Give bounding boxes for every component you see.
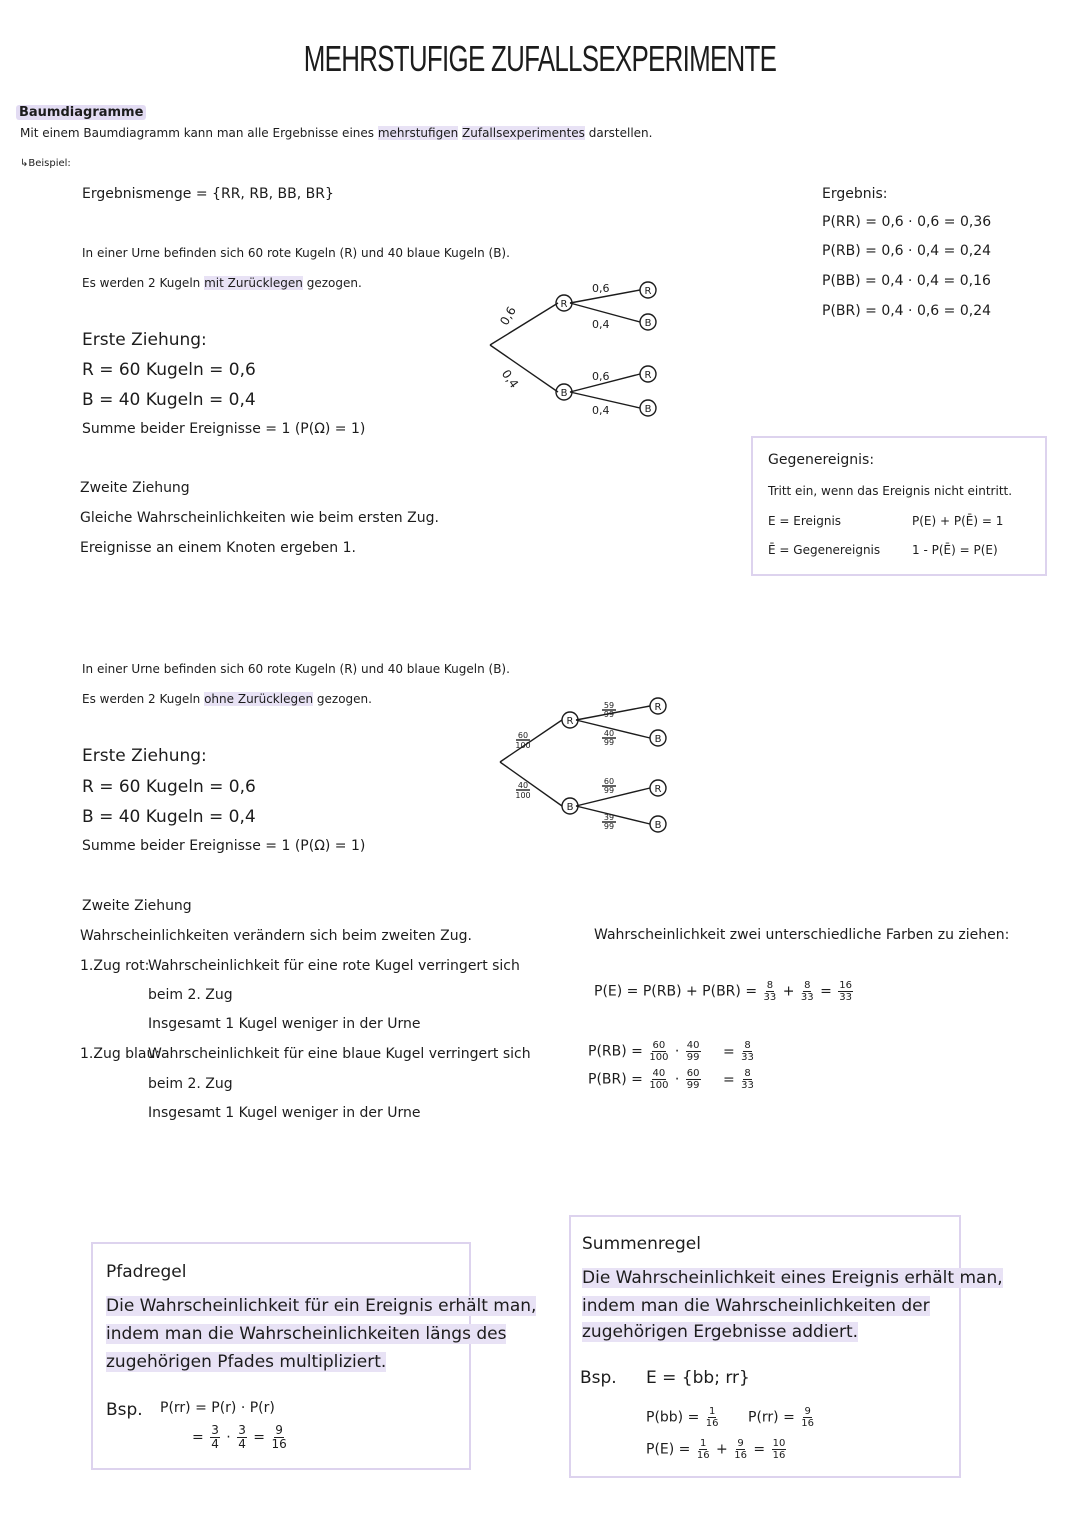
tree1-leaf-3-label: R (644, 370, 652, 381)
tree2-leaf-4-label: B (654, 820, 662, 831)
ergebnis-br: P(BR) = 0,4 · 0,6 = 0,24 (822, 303, 992, 319)
tree1-branch-r (490, 303, 558, 345)
gegenereignis-heading: Gegenereignis: (768, 452, 875, 468)
tree1-label-r-top: 0,6 (592, 282, 610, 295)
pfadregel-formula: P(rr) = P(r) · P(r) (160, 1400, 275, 1416)
tree1-label-b-top: 0,6 (592, 370, 610, 383)
pfadregel-line3: zugehörigen Pfades multipliziert. (106, 1352, 387, 1372)
tree2-first-bottom-den: 100 (515, 791, 531, 800)
zwei-farben-frac-1: $\frac{8}{33}$ (763, 980, 777, 1003)
pfadregel-line1: Die Wahrscheinlichkeit für ein Ereignis erhält man, (106, 1296, 537, 1316)
zwei-farben-frac-2: $\frac{8}{33}$ (800, 980, 814, 1003)
summenregel-line1: Die Wahrscheinlichkeit eines Ereignis erhält man, (582, 1268, 1003, 1288)
tree1-branch-b (490, 345, 558, 392)
section-heading-baumdiagramme: Baumdiagramme (16, 101, 146, 120)
tree2-r-bottom-num: 40 (603, 729, 615, 738)
zwei-farben-frac-3: $\frac{16}{33}$ (839, 980, 852, 1003)
tree2-r-top-den: 99 (603, 710, 615, 719)
ex2-ziehung: Es werden 2 Kugeln ohne Zurücklegen gezogen. (82, 692, 372, 706)
pfadregel-line2: indem man die Wahrscheinlichkeiten längs des (106, 1324, 507, 1344)
tree2-node-r-label: R (566, 716, 574, 727)
ex1-ziehung: Es werden 2 Kugeln mit Zurücklegen gezogen. (82, 276, 362, 290)
summenregel-bsp: Bsp. (580, 1368, 617, 1388)
ex2-erste-ziehung-heading: Erste Ziehung: (82, 746, 207, 766)
tree2-branch-r (500, 720, 562, 762)
tree2-b-top-den: 99 (603, 786, 615, 795)
summenregel-prr: P(rr) = $\frac{9}{16}$ (748, 1406, 814, 1429)
ergebnismenge: Ergebnismenge = {RR, RB, BB, BR} (82, 186, 334, 202)
ex2-erste-r: R = 60 Kugeln = 0,6 (82, 777, 256, 797)
summenregel-pe: P(E) = $\frac{1}{16}$ + $\frac{9}{16}$ = $\frac{10}{16}$ (646, 1438, 786, 1461)
ergebnis-bb: P(BB) = 0,4 · 0,4 = 0,16 (822, 273, 991, 289)
tree1-leaf-2-label: B (644, 318, 652, 329)
tree1-leaf-1-label: R (644, 286, 652, 297)
tree2-first-top-num: 60 (517, 731, 529, 740)
tree2-leaf-2-label: B (654, 734, 662, 745)
gegenereignis-ebar-formula: 1 - P(Ē) = P(E) (912, 543, 998, 557)
pfadregel-calc: = $\frac{3}{4}$ · $\frac{3}{4}$ = $\frac{9}{16}$ (192, 1423, 287, 1451)
ex2-blau-line1: Wahrscheinlichkeit für eine blaue Kugel verringert sich (148, 1046, 531, 1062)
ex2-rot-label: 1.Zug rot: (80, 958, 150, 974)
ergebnis-rb: P(RB) = 0,6 · 0,4 = 0,24 (822, 243, 992, 259)
zwei-farben-prb: P(RB) = $\frac{60}{100}$ · $\frac{40}{99}$ = $\frac{8}{33}$ (588, 1040, 754, 1063)
tree2-leaf-1-label: R (654, 702, 662, 713)
tree2-r-top-num: 59 (603, 701, 615, 710)
ex1-zweite-ziehung-heading: Zweite Ziehung (80, 480, 190, 496)
gegenereignis-e-def: E = Ereignis (768, 514, 842, 528)
ex2-rot-line1: Wahrscheinlichkeit für eine rote Kugel verringert sich (148, 958, 520, 974)
tree1-node-b-label: B (560, 388, 568, 399)
tree2-b-bottom-den: 99 (603, 822, 615, 831)
pfadregel-bsp: Bsp. (106, 1400, 143, 1420)
ex1-erste-summe: Summe beider Ereignisse = 1 (P(Ω) = 1) (82, 421, 366, 437)
tree1-label-first-bottom: 0,4 (498, 367, 522, 391)
ergebnis-heading: Ergebnis: (822, 186, 888, 202)
ex1-erste-ziehung-heading: Erste Ziehung: (82, 330, 207, 350)
ex1-zweite-line2: Ereignisse an einem Knoten ergeben 1. (80, 540, 356, 556)
gegenereignis-e-formula: P(E) + P(Ē) = 1 (912, 514, 1004, 528)
zwei-farben-heading: Wahrscheinlichkeit zwei unterschiedliche Farben zu ziehen: (594, 927, 1010, 943)
tree2-branch-b (500, 762, 562, 806)
ex2-erste-summe: Summe beider Ereignisse = 1 (P(Ω) = 1) (82, 838, 366, 854)
summenregel-heading: Summenregel (582, 1234, 701, 1254)
tree2-first-top-den: 100 (515, 741, 531, 750)
tree-diagram-2 (490, 686, 690, 836)
tree1-label-b-bottom: 0,4 (592, 404, 610, 417)
ex2-urne: In einer Urne befinden sich 60 rote Kugeln (R) und 40 blaue Kugeln (B). (82, 662, 510, 676)
tree2-first-bottom-num: 40 (517, 781, 529, 790)
ergebnis-rr: P(RR) = 0,6 · 0,6 = 0,36 (822, 214, 992, 230)
tree2-b-top-num: 60 (603, 777, 615, 786)
ex2-rot-line2: beim 2. Zug (148, 987, 233, 1003)
ex2-blau-line2: beim 2. Zug (148, 1076, 233, 1092)
summenregel-pbb: P(bb) = $\frac{1}{16}$ (646, 1406, 719, 1429)
beispiel-label: ↳Beispiel: (20, 158, 71, 169)
tree2-leaf-3-label: R (654, 784, 662, 795)
tree1-leaf-4-label: B (644, 404, 652, 415)
tree1-node-r-label: R (560, 299, 568, 310)
gegenereignis-ebar-def: Ē = Gegenereignis (768, 543, 881, 557)
ex2-erste-b: B = 40 Kugeln = 0,4 (82, 807, 256, 827)
summenregel-line3: zugehörigen Ergebnisse addiert. (582, 1322, 859, 1342)
pfadregel-heading: Pfadregel (106, 1262, 187, 1282)
ex1-erste-b: B = 40 Kugeln = 0,4 (82, 390, 256, 410)
page-title: MEHRSTUFIGE ZUFALLSEXPERIMENTE (303, 38, 777, 79)
gegenereignis-line1: Tritt ein, wenn das Ereignis nicht eintritt. (768, 484, 1013, 498)
zwei-farben-pe: P(E) = P(RB) + P(BR) = $\frac{8}{33}$ + $\frac{8}{33}$ = $\frac{16}{33}$ (594, 980, 852, 1003)
summenregel-line2: indem man die Wahrscheinlichkeiten der (582, 1296, 930, 1316)
ex1-erste-r: R = 60 Kugeln = 0,6 (82, 360, 256, 380)
tree-diagram-1 (480, 270, 680, 430)
ex1-urne: In einer Urne befinden sich 60 rote Kugeln (R) und 40 blaue Kugeln (B). (82, 246, 510, 260)
intro-sentence: Mit einem Baumdiagramm kann man alle Ergebnisse eines mehrstufigen Zufallsexperimentes darstellen. (20, 126, 653, 140)
summenregel-eset: E = {bb; rr} (646, 1368, 750, 1388)
tree2-node-b-label: B (566, 802, 574, 813)
tree2-r-bottom-den: 99 (603, 738, 615, 747)
ex1-zweite-line1: Gleiche Wahrscheinlichkeiten wie beim ersten Zug. (80, 510, 439, 526)
tree1-label-first-top: 0,6 (497, 304, 519, 328)
ex2-rot-line3: Insgesamt 1 Kugel weniger in der Urne (148, 1016, 421, 1032)
ex2-zweite-line1: Wahrscheinlichkeiten verändern sich beim zweiten Zug. (80, 928, 472, 944)
ex2-blau-label: 1.Zug blau: (80, 1046, 161, 1062)
tree1-label-r-bottom: 0,4 (592, 318, 610, 331)
zwei-farben-pbr: P(BR) = $\frac{40}{100}$ · $\frac{60}{99}$ = $\frac{8}{33}$ (588, 1068, 754, 1091)
ex2-zweite-ziehung-heading: Zweite Ziehung (82, 898, 192, 914)
tree2-b-bottom-num: 39 (603, 813, 615, 822)
ex2-blau-line3: Insgesamt 1 Kugel weniger in der Urne (148, 1105, 421, 1121)
